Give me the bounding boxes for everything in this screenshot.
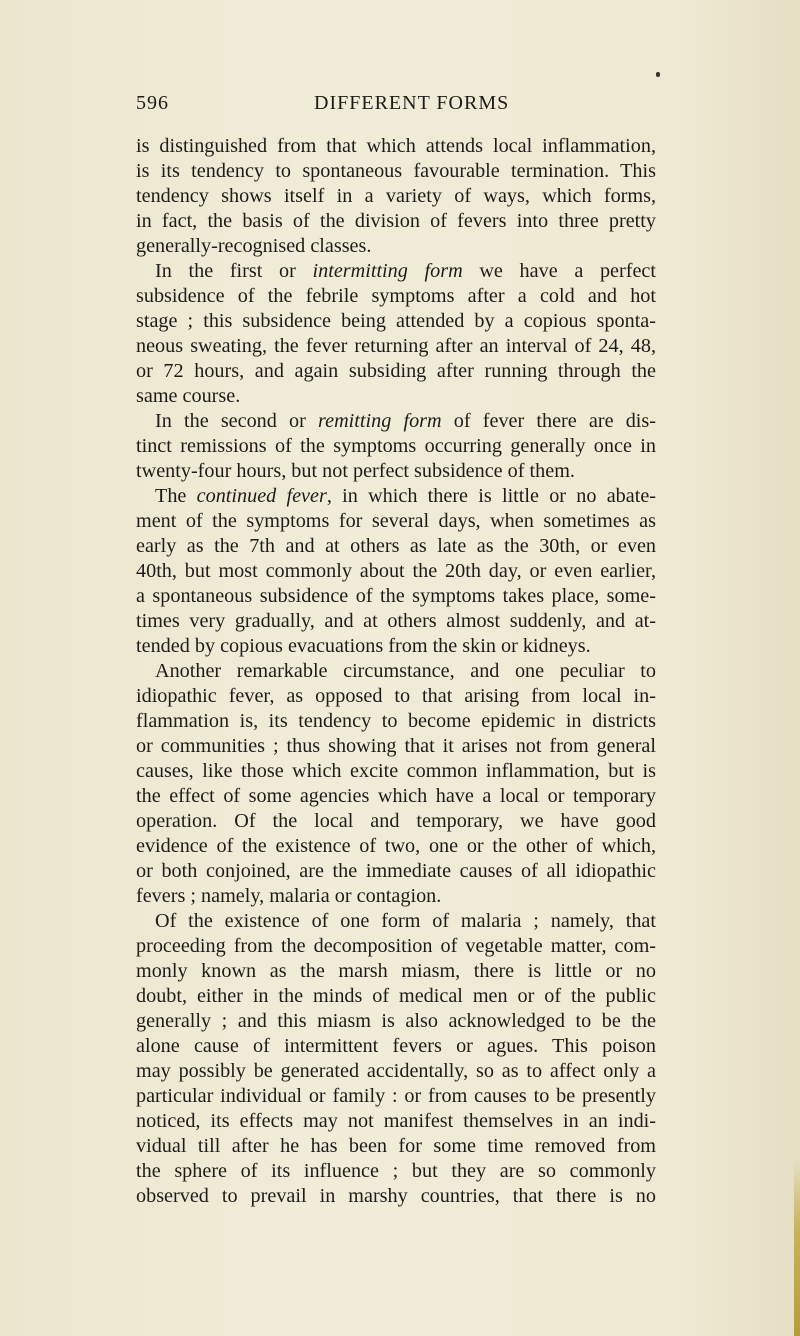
text-segment: operation. Of the local and temporary, we have good: [136, 810, 656, 832]
text-line: [136, 534, 656, 559]
text-line: [136, 684, 656, 709]
text-segment: flammation is, its tendency to become epidemic in districts: [136, 710, 656, 732]
text-line: [136, 609, 656, 634]
text-line: [136, 509, 656, 534]
text-segment: we have a perfect: [462, 260, 656, 282]
text-line: [136, 634, 656, 659]
text-segment: In the second or: [155, 410, 319, 432]
text-segment: tended by copious evacuations from the skin or kidneys.: [136, 635, 591, 657]
text-line: [136, 859, 656, 884]
text-line: [136, 409, 656, 434]
text-segment: of fever there are dis-: [441, 410, 656, 432]
ink-speck: [656, 72, 660, 77]
page-edge-stain: [794, 1160, 800, 1336]
text-segment: generally ; and this miasm is also acknowledged to be the: [136, 1010, 656, 1032]
text-line: [136, 659, 656, 684]
text-line: [136, 734, 656, 759]
text-segment: is distinguished from that which attends local inflammation,: [136, 135, 656, 157]
text-segment: Of the existence of one form of malaria ; namely, that: [155, 910, 656, 932]
italic-term: remitting form: [318, 410, 442, 432]
text-line: [136, 159, 656, 184]
text-segment: evidence of the existence of two, one or the other of which,: [136, 835, 656, 857]
text-line: [136, 959, 656, 984]
text-segment: same course.: [136, 385, 241, 407]
text-line: [136, 459, 656, 484]
text-line: [136, 309, 656, 334]
text-line: [136, 884, 656, 909]
text-segment: monly known as the marsh miasm, there is little or no: [136, 960, 656, 982]
text-segment: alone cause of intermittent fevers or agues. This poison: [136, 1035, 656, 1057]
text-segment: twenty-four hours, but not perfect subsidence of them.: [136, 460, 575, 482]
text-segment: vidual till after he has been for some time removed from: [136, 1135, 656, 1157]
text-segment: causes, like those which excite common inflammation, but is: [136, 760, 656, 782]
text-segment: in fact, the basis of the division of fevers into three pretty: [136, 210, 656, 232]
text-segment: neous sweating, the fever returning after an interval of 24, 48,: [136, 335, 656, 357]
text-line: [136, 784, 656, 809]
text-line: [136, 359, 656, 384]
text-line: [136, 559, 656, 584]
text-line: [136, 584, 656, 609]
text-segment: Another remarkable circumstance, and one peculiar to: [155, 660, 656, 682]
text-line: [136, 259, 656, 284]
text-line: [136, 184, 656, 209]
text-line: [136, 1084, 656, 1109]
text-line: [136, 1159, 656, 1184]
text-line: [136, 1184, 656, 1209]
text-line: [136, 759, 656, 784]
text-segment: 40th, but most commonly about the 20th day, or even earlier,: [136, 560, 656, 582]
italic-term: intermitting form: [312, 260, 463, 282]
text-line: [136, 209, 656, 234]
text-line: [136, 434, 656, 459]
text-segment: times very gradually, and at others almost suddenly, and at-: [136, 610, 656, 632]
text-segment: is its tendency to spontaneous favourable termination. This: [136, 160, 656, 182]
text-line: [136, 284, 656, 309]
text-line: [136, 484, 656, 509]
text-line: [136, 809, 656, 834]
text-segment: generally-recognised classes.: [136, 235, 372, 257]
text-segment: , in which there is little or no abate-: [326, 485, 656, 507]
text-segment: stage ; this subsidence being attended by a copious sponta-: [136, 310, 656, 332]
text-segment: noticed, its effects may not manifest themselves in an indi-: [136, 1110, 656, 1132]
text-segment: observed to prevail in marshy countries, that there is no: [136, 1185, 656, 1207]
text-segment: idiopathic fever, as opposed to that arising from local in-: [136, 685, 656, 707]
text-segment: ment of the symptoms for several days, when sometimes as: [136, 510, 656, 532]
text-line: [136, 134, 656, 159]
text-line: [136, 984, 656, 1009]
text-segment: a spontaneous subsidence of the symptoms takes place, some-: [136, 585, 656, 607]
text-line: [136, 934, 656, 959]
text-line: [136, 1009, 656, 1034]
body-text: [136, 134, 656, 1209]
text-line: [136, 334, 656, 359]
text-line: [136, 1059, 656, 1084]
text-segment: the sphere of its influence ; but they are so commonly: [136, 1160, 656, 1182]
text-segment: tinct remissions of the symptoms occurring generally once in: [136, 435, 656, 457]
text-line: [136, 1109, 656, 1134]
text-segment: subsidence of the febrile symptoms after a cold and hot: [136, 285, 656, 307]
text-line: [136, 1034, 656, 1059]
text-segment: may possibly be generated accidentally, so as to affect only a: [136, 1060, 656, 1082]
text-segment: or communities ; thus showing that it arises not from general: [136, 735, 656, 757]
page-number: 596: [136, 92, 169, 114]
italic-term: continued fever: [196, 485, 327, 507]
text-segment: particular individual or family : or from causes to be presently: [136, 1085, 656, 1107]
text-segment: In the first or: [155, 260, 313, 282]
text-line: [136, 709, 656, 734]
page-header: [136, 92, 656, 118]
text-segment: the effect of some agencies which have a local or temporary: [136, 785, 656, 807]
text-segment: or 72 hours, and again subsiding after running through the: [136, 360, 656, 382]
text-segment: The: [155, 485, 197, 507]
text-line: [136, 834, 656, 859]
text-segment: or both conjoined, are the immediate causes of all idiopathic: [136, 860, 656, 882]
text-line: [136, 1134, 656, 1159]
text-segment: fevers ; namely, malaria or contagion.: [136, 885, 442, 907]
text-segment: early as the 7th and at others as late as the 30th, or even: [136, 535, 656, 557]
text-segment: doubt, either in the minds of medical men or of the public: [136, 985, 656, 1007]
running-head: DIFFERENT FORMS: [314, 92, 510, 114]
text-segment: tendency shows itself in a variety of ways, which forms,: [136, 185, 656, 207]
text-line: [136, 234, 656, 259]
text-line: [136, 909, 656, 934]
text-segment: proceeding from the decomposition of vegetable matter, com-: [136, 935, 656, 957]
text-line: [136, 384, 656, 409]
